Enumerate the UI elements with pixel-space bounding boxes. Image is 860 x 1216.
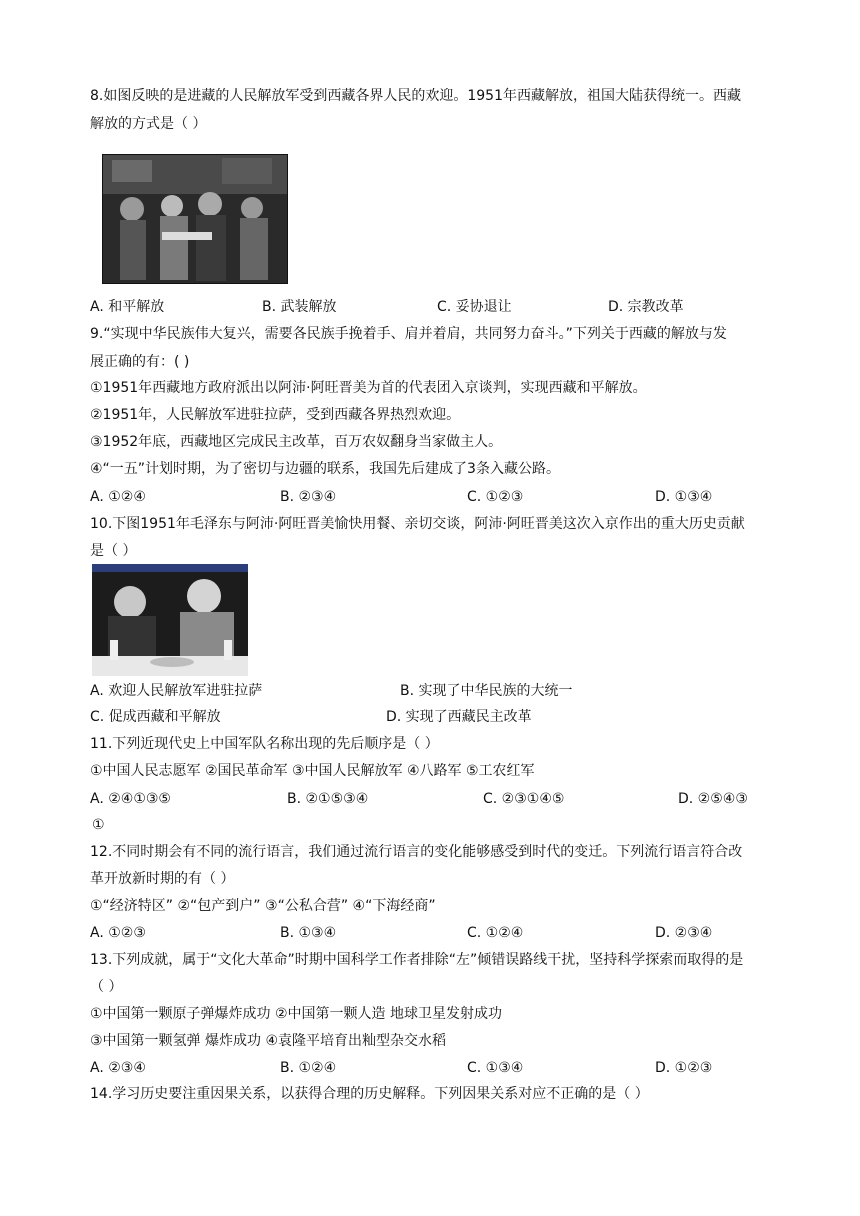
question-8-option-b[interactable]: B. 武装解放: [262, 299, 337, 315]
question-9-option-b[interactable]: B. ②③④: [280, 489, 337, 505]
question-12-items: ①“经济特区” ②“包产到户” ③“公私合营” ④“下海经商”: [90, 898, 436, 914]
question-11-stem: 11.下列近现代史上中国军队名称出现的先后顺序是（ ）: [90, 736, 439, 752]
question-9-stem-line1: 9.“实现中华民族伟大复兴，需要各民族手挽着手、肩并着肩，共同努力奋斗。”下列关于西藏的解放与发: [90, 326, 727, 342]
question-11-option-d[interactable]: D. ②⑤④③: [678, 791, 748, 807]
question-8-stem-line1: 8.如图反映的是进藏的人民解放军受到西藏各界人民的欢迎。1951年西藏解放，祖国大陆获得统一。西藏: [90, 88, 741, 104]
question-14-stem: 14.学习历史要注重因果关系，以获得合理的历史解释。下列因果关系对应不正确的是（ ）: [90, 1086, 649, 1102]
question-13-option-a[interactable]: A. ②③④: [90, 1060, 146, 1076]
question-10-stem-line2: 是（ ）: [90, 543, 137, 559]
question-13-option-c[interactable]: C. ①③④: [467, 1060, 524, 1076]
question-8-stem-line2: 解放的方式是（ ）: [90, 116, 207, 132]
question-12-option-d[interactable]: D. ②③④: [655, 925, 713, 941]
question-13-stem-line2: （ ）: [90, 979, 123, 995]
question-13-stem-line1: 13.下列成就，属于“文化大革命”时期中国科学工作者排除“左”倾错误路线干扰，坚持科学探索而取得的是: [90, 952, 744, 968]
question-8-option-d[interactable]: D. 宗教改革: [608, 299, 684, 315]
question-10-option-a[interactable]: A. 欢迎人民解放军进驻拉萨: [90, 683, 263, 699]
question-12-option-c[interactable]: C. ①②④: [467, 925, 524, 941]
question-13-option-d[interactable]: D. ①②③: [655, 1060, 713, 1076]
question-12-stem-line1: 12.不同时期会有不同的流行语言，我们通过流行语言的变化能够感受到时代的变迁。下列流行语言符合改: [90, 844, 743, 860]
question-11-option-a[interactable]: A. ②④①③⑤: [90, 791, 171, 807]
question-10-stem-line1: 10.下图1951年毛泽东与阿沛·阿旺晋美愉快用餐、亲切交谈，阿沛·阿旺晋美这次入京作出的重大历史贡献: [90, 516, 745, 532]
tibet-welcome-photo: [102, 154, 288, 284]
question-9-stem-line2: 展正确的有：( ): [90, 354, 190, 370]
question-9-option-c[interactable]: C. ①②③: [467, 489, 524, 505]
question-11-option-c[interactable]: C. ②③①④⑤: [483, 791, 565, 807]
question-8-option-a[interactable]: A. 和平解放: [90, 299, 165, 315]
question-11-items: ①中国人民志愿军 ②国民革命军 ③中国人民解放军 ④八路军 ⑤工农红军: [90, 763, 535, 779]
question-9-item-4: ④“一五”计划时期，为了密切与边疆的联系，我国先后建成了3条入藏公路。: [90, 461, 560, 477]
question-11-option-d-wrap: ①: [92, 817, 105, 833]
question-11-option-b[interactable]: B. ②①⑤③④: [287, 791, 369, 807]
question-13-item-row1: ①中国第一颗原子弹爆炸成功 ②中国第一颗人造 地球卫星发射成功: [90, 1006, 503, 1022]
question-9-option-a[interactable]: A. ①②④: [90, 489, 146, 505]
question-12-option-b[interactable]: B. ①③④: [280, 925, 337, 941]
question-12-stem-line2: 革开放新时期的有（ ）: [90, 871, 235, 887]
question-10-option-d[interactable]: D. 实现了西藏民主改革: [386, 709, 532, 725]
question-8-option-c[interactable]: C. 妥协退让: [437, 299, 512, 315]
question-9-option-d[interactable]: D. ①③④: [655, 489, 713, 505]
question-12-option-a[interactable]: A. ①②③: [90, 925, 146, 941]
question-13-item-row2: ③中国第一颗氢弹 爆炸成功 ④袁隆平培育出籼型杂交水稻: [90, 1033, 447, 1049]
question-10-option-b[interactable]: B. 实现了中华民族的大统一: [400, 683, 573, 699]
question-10-option-c[interactable]: C. 促成西藏和平解放: [90, 709, 221, 725]
question-9-item-2: ②1951年，人民解放军进驻拉萨，受到西藏各界热烈欢迎。: [90, 407, 461, 423]
question-9-item-3: ③1952年底，西藏地区完成民主改革，百万农奴翻身当家做主人。: [90, 434, 503, 450]
question-9-item-1: ①1951年西藏地方政府派出以阿沛·阿旺晋美为首的代表团入京谈判，实现西藏和平解放。: [90, 380, 647, 396]
mao-banquet-photo: [92, 564, 248, 676]
question-13-option-b[interactable]: B. ①②④: [280, 1060, 337, 1076]
